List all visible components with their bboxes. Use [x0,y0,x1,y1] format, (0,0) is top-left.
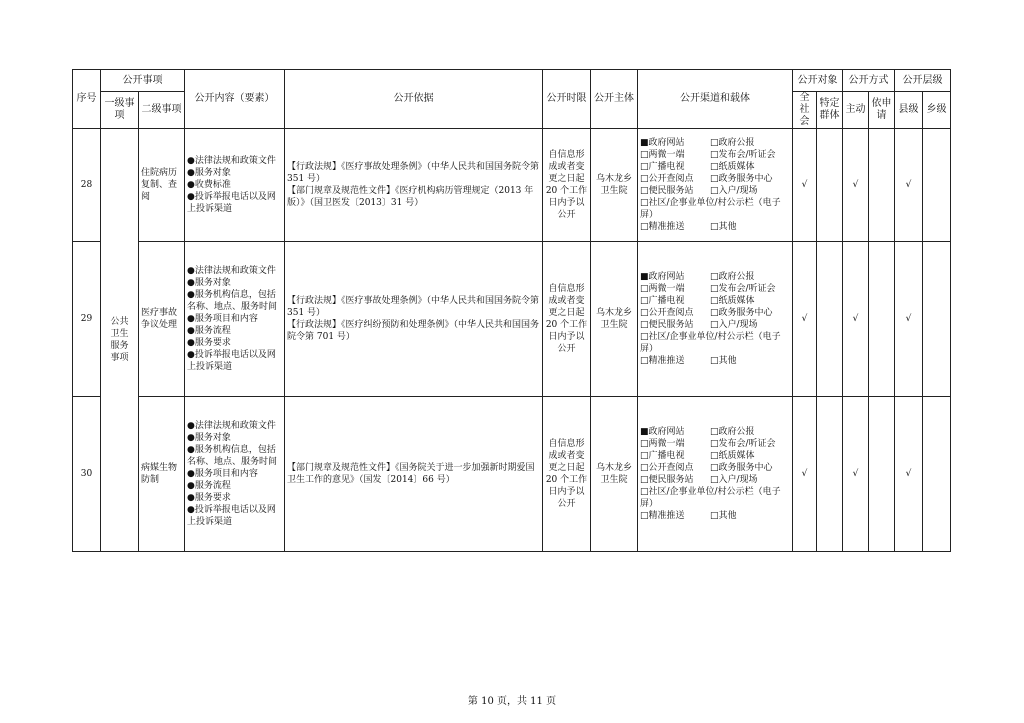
basis-item: 【部门规章及规范性文件】《医疗机构病历管理规定（2013 年版）》（国卫医发〔2013〕31 号） [287,186,534,208]
mark-audience-all: √ [793,242,817,397]
mark-level-town [923,242,951,397]
channel-option: □发布会/听证会 [710,439,776,449]
content-item: ●服务要求 [187,338,231,348]
basis-item: 【行政法规】《医疗事故处理条例》（中华人民共和国国务院令第 351 号） [287,162,540,184]
channel-option: □广播电视 [640,451,685,461]
row-level2: 医疗事故争议处理 [139,242,185,397]
row-subject: 乌木龙乡卫生院 [591,397,638,552]
channel-option: □政府公报 [710,427,755,437]
header-time: 公开时限 [543,70,591,129]
row-time: 自信息形成或者变更之日起 20 个工作日内予以公开 [543,129,591,242]
mark-audience-special [817,397,843,552]
header-method-request: 依申请 [869,92,895,129]
channel-option: □便民服务站 [640,186,694,196]
channel-option: □两微一端 [640,150,685,160]
header-level2: 二级事项 [139,92,185,129]
content-item: ●法律法规和政策文件 [187,156,276,166]
channel-option: □政府公报 [710,272,755,282]
channel-option: □公开查阅点 [640,174,694,184]
channel-option: □纸质媒体 [710,451,755,461]
row-seq: 30 [73,397,101,552]
channel-option: □广播电视 [640,162,685,172]
table-row [73,242,951,397]
row-channels [638,242,793,397]
row-level2: 住院病历复制、查阅 [139,129,185,242]
content-item: ●服务机构信息，包括名称、地点、服务时间 [187,445,278,467]
channel-option: □发布会/听证会 [710,284,776,294]
table-row [73,397,951,552]
channel-option: □两微一端 [640,284,685,294]
mark-method-request [869,397,895,552]
basis-item: 【行政法规】《医疗事故处理条例》（中华人民共和国国务院令第 351 号） [287,296,540,318]
header-basis: 公开依据 [285,70,543,129]
channel-option: □社区/企事业单位/村公示栏（电子屏） [640,332,781,354]
mark-method-active: √ [843,242,869,397]
row-content [185,242,285,397]
row-channels [638,129,793,242]
header-subject: 公开主体 [591,70,638,129]
channel-option: □精准推送 [640,511,685,521]
header-level-town: 乡级 [923,92,951,129]
channel-option: □政务服务中心 [710,463,773,473]
channel-option: □纸质媒体 [710,296,755,306]
channel-option: □政府公报 [710,138,755,148]
channel-option: □便民服务站 [640,475,694,485]
channel-option: □广播电视 [640,296,685,306]
content-item: ●服务项目和内容 [187,314,258,324]
content-item: ●投诉举报电话以及网上投诉渠道 [187,192,276,214]
channel-option: □入户/现场 [710,186,758,196]
channel-option: ■政府网站 [640,427,685,437]
mark-audience-all: √ [793,129,817,242]
row-basis [285,242,543,397]
content-item: ●投诉举报电话以及网上投诉渠道 [187,350,276,372]
page-number: 第 10 页，共 11 页 [467,696,557,707]
mark-method-request [869,242,895,397]
header-level: 公开层级 [895,70,951,92]
mark-method-active: √ [843,129,869,242]
channel-option: □精准推送 [640,222,685,232]
content-item: ●投诉举报电话以及网上投诉渠道 [187,505,276,527]
channel-option: □纸质媒体 [710,162,755,172]
row-seq: 28 [73,129,101,242]
channel-option: □入户/现场 [710,320,758,330]
channel-option: □其他 [710,356,737,366]
header-level1: 一级事项 [101,92,139,129]
channel-option: □政务服务中心 [710,308,773,318]
channel-option: □精准推送 [640,356,685,366]
content-item: ●法律法规和政策文件 [187,266,276,276]
channel-option: □社区/企事业单位/村公示栏（电子屏） [640,198,781,220]
channel-option: □公开查阅点 [640,463,694,473]
content-item: ●服务项目和内容 [187,469,258,479]
header-seq: 序号 [73,70,101,129]
category-cell: 公共卫生服务事项 [101,129,139,552]
table-row [73,129,951,242]
header-level-county: 县级 [895,92,923,129]
mark-method-active: √ [843,397,869,552]
content-item: ●服务对象 [187,433,231,443]
header-audience-all: 全社会 [793,92,817,129]
content-item: ●收费标准 [187,180,231,190]
row-basis [285,397,543,552]
row-subject: 乌木龙乡卫生院 [591,242,638,397]
header-audience-special: 特定群体 [817,92,843,129]
content-item: ●服务对象 [187,168,231,178]
header-content: 公开内容（要素） [185,70,285,129]
content-item: ●服务机构信息，包括名称、地点、服务时间 [187,290,278,312]
row-time: 自信息形成或者变更之日起 20 个工作日内予以公开 [543,242,591,397]
channel-option: ■政府网站 [640,138,685,148]
channel-option: ■政府网站 [640,272,685,282]
mark-level-county: √ [895,397,923,552]
mark-level-county: √ [895,129,923,242]
row-level2: 病媒生物防制 [139,397,185,552]
content-item: ●服务对象 [187,278,231,288]
content-item: ●服务流程 [187,326,231,336]
channel-option: □其他 [710,511,737,521]
mark-level-county: √ [895,242,923,397]
row-time: 自信息形成或者变更之日起 20 个工作日内予以公开 [543,397,591,552]
channel-option: □公开查阅点 [640,308,694,318]
channel-option: □发布会/听证会 [710,150,776,160]
channel-option: □其他 [710,222,737,232]
channel-option: □入户/现场 [710,475,758,485]
basis-item: 【行政法规】《医疗纠纷预防和处理条例》（中华人民共和国国务院令第 701 号） [287,320,540,342]
channel-option: □便民服务站 [640,320,694,330]
channel-option: □政务服务中心 [710,174,773,184]
header-method-active: 主动 [843,92,869,129]
header-items: 公开事项 [101,70,185,92]
mark-level-town [923,397,951,552]
mark-level-town [923,129,951,242]
header-channels: 公开渠道和载体 [638,70,793,129]
channel-option: □社区/企事业单位/村公示栏（电子屏） [640,487,781,509]
row-basis [285,129,543,242]
disclosure-table [72,69,951,552]
content-item: ●法律法规和政策文件 [187,421,276,431]
row-channels [638,397,793,552]
mark-audience-special [817,242,843,397]
header-audience: 公开对象 [793,70,843,92]
row-seq: 29 [73,242,101,397]
row-subject: 乌木龙乡卫生院 [591,129,638,242]
channel-option: □两微一端 [640,439,685,449]
basis-item: 【部门规章及规范性文件】《国务院关于进一步加强新时期爱国卫生工作的意见》（国发〔2014〕66 号） [287,463,535,485]
row-content [185,129,285,242]
mark-audience-special [817,129,843,242]
mark-audience-all: √ [793,397,817,552]
header-method: 公开方式 [843,70,895,92]
mark-method-request [869,129,895,242]
content-item: ●服务流程 [187,481,231,491]
row-content [185,397,285,552]
content-item: ●服务要求 [187,493,231,503]
